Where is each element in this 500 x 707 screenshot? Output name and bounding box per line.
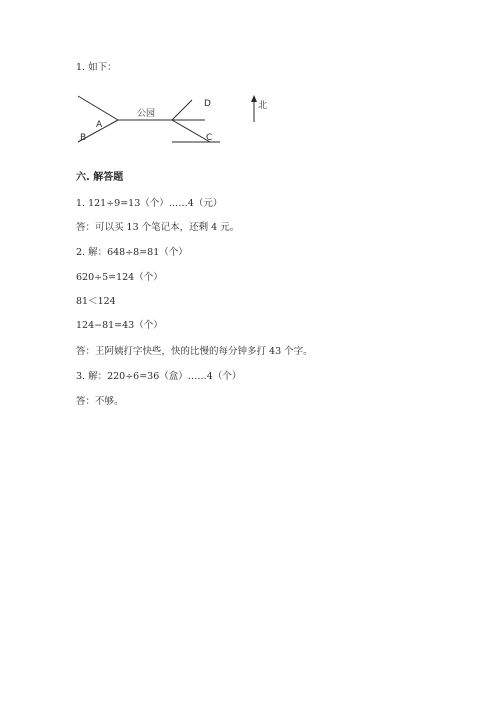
label-d: D	[204, 99, 211, 109]
answer-line-7: 答：王阿姨打字快些，快的比慢的每分钟多打 43 个字。	[76, 346, 313, 357]
park-label: 公园	[137, 109, 156, 119]
answer-line-2: 答：可以买 13 个笔记本，还剩 4 元。	[76, 222, 240, 233]
intro-text: 1. 如下：	[76, 62, 117, 73]
line-a	[78, 96, 118, 120]
answer-line-1: 1. 121÷9=13（个）……4（元）	[76, 198, 223, 209]
label-c: C	[206, 133, 213, 143]
answer-line-9: 答：不够。	[76, 396, 124, 407]
section-title: 六. 解答题	[76, 172, 124, 183]
answer-line-5: 81＜124	[76, 296, 116, 307]
label-b: B	[80, 133, 87, 143]
line-d	[172, 100, 192, 120]
north-label: 北	[258, 101, 268, 111]
line-c	[172, 120, 213, 143]
answer-line-6: 124−81=43（个）	[76, 320, 163, 331]
answer-line-4: 620÷5=124（个）	[76, 272, 163, 283]
direction-diagram	[70, 86, 310, 148]
north-arrow-head	[251, 95, 257, 102]
answer-line-8: 3. 解：220÷6=36（盒）……4（个）	[76, 371, 242, 382]
label-a: A	[96, 120, 103, 130]
answer-line-3: 2. 解：648÷8=81（个）	[76, 247, 188, 258]
